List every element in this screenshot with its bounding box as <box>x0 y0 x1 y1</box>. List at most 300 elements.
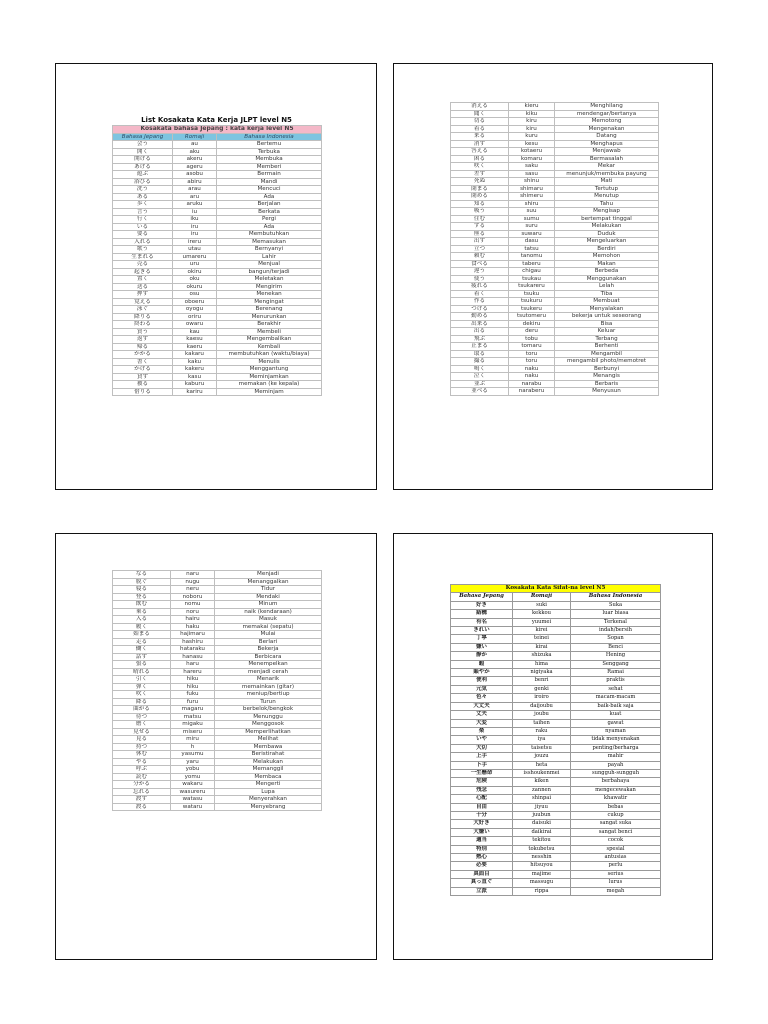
cell-romaji: migaku <box>171 721 215 729</box>
cell-japanese: 行く <box>113 216 173 224</box>
cell-romaji: taberu <box>509 260 555 268</box>
table-row <box>113 631 322 639</box>
cell-indonesian: bekerja untuk seseorang <box>555 313 659 321</box>
table-row <box>113 788 322 796</box>
table-row <box>451 313 659 321</box>
cell-japanese: 着る <box>451 125 509 133</box>
cell-indonesian: mengecewakan <box>571 786 661 794</box>
cell-japanese: 要る <box>113 231 173 239</box>
cell-indonesian: Memohon <box>555 253 659 261</box>
cell-romaji: asobu <box>173 171 217 179</box>
table-row <box>113 721 322 729</box>
cell-indonesian: Suka <box>571 601 661 609</box>
cell-romaji: ireru <box>173 238 217 246</box>
table-band: Kosakata bahasa Jepang : kata kerja level N5 <box>113 126 322 134</box>
table-row <box>113 148 322 156</box>
cell-indonesian: Minum <box>215 601 322 609</box>
cell-japanese: 話す <box>113 653 171 661</box>
cell-indonesian: sungguh-sungguh <box>571 769 661 777</box>
table-row <box>451 862 661 870</box>
cell-japanese: 歩く <box>113 201 173 209</box>
cell-japanese: 出す <box>451 238 509 246</box>
cell-japanese: 入れる <box>113 238 173 246</box>
cell-indonesian: menjadi cerah <box>215 668 322 676</box>
cell-japanese: 忘れる <box>113 788 171 796</box>
cell-romaji: daisuki <box>513 820 571 828</box>
col-header-japanese: Bahasa Jepang <box>113 133 173 141</box>
cell-romaji: kakeru <box>173 366 217 374</box>
table-row <box>451 618 661 626</box>
cell-romaji: chigau <box>509 268 555 276</box>
table-row <box>451 275 659 283</box>
table-row <box>451 753 661 761</box>
cell-romaji: iu <box>173 208 217 216</box>
col-header-romaji: Romaji <box>173 133 217 141</box>
cell-indonesian: Mengisap <box>555 208 659 216</box>
cell-indonesian: lurus <box>571 879 661 887</box>
cell-japanese: 切る <box>451 118 509 126</box>
cell-indonesian: berbelok/bengkok <box>215 706 322 714</box>
cell-japanese: 出る <box>451 328 509 336</box>
cell-japanese: 心配 <box>451 795 513 803</box>
table-row <box>451 380 659 388</box>
cell-japanese: 丈夫 <box>451 711 513 719</box>
cell-indonesian: Mandi <box>217 178 322 186</box>
cell-romaji: tsukau <box>509 275 555 283</box>
cell-japanese: かける <box>113 366 173 374</box>
cell-indonesian: Menekan <box>217 291 322 299</box>
cell-indonesian: Datang <box>555 133 659 141</box>
cell-indonesian: membutuhkan (waktu/biaya) <box>217 351 322 359</box>
cell-romaji: suki <box>513 601 571 609</box>
table-row <box>451 837 661 845</box>
table-row <box>451 163 659 171</box>
cell-romaji: naraberu <box>509 388 555 396</box>
table-row <box>451 685 661 693</box>
cell-romaji: teinei <box>513 635 571 643</box>
cell-japanese: 座る <box>451 230 509 238</box>
table-row <box>113 343 322 351</box>
cell-japanese: 特別 <box>451 845 513 853</box>
cell-indonesian: Ramai <box>571 669 661 677</box>
table-row <box>113 366 322 374</box>
cell-romaji: jiyuu <box>513 803 571 811</box>
cell-japanese: 大丈夫 <box>451 702 513 710</box>
cell-romaji: hashiru <box>171 638 215 646</box>
cell-japanese: 使う <box>451 275 509 283</box>
table-row <box>113 298 322 306</box>
cell-japanese: 降る <box>113 698 171 706</box>
table-row <box>451 887 661 895</box>
cell-indonesian: Tiba <box>555 290 659 298</box>
table-row <box>451 215 659 223</box>
cell-indonesian: bebas <box>571 803 661 811</box>
cell-indonesian: Memberi <box>217 163 322 171</box>
cell-romaji: sumu <box>509 215 555 223</box>
table-row <box>113 743 322 751</box>
cell-romaji: neru <box>171 586 215 594</box>
cell-indonesian: Menangis <box>555 373 659 381</box>
cell-indonesian: Bernyanyi <box>217 246 322 254</box>
cell-romaji: suwaru <box>509 230 555 238</box>
cell-romaji: aku <box>173 148 217 156</box>
table-row <box>451 702 661 710</box>
cell-japanese: 読む <box>113 773 171 781</box>
cell-indonesian: Pergi <box>217 216 322 224</box>
cell-indonesian: baik-baik saja <box>571 702 661 710</box>
document-page-4 <box>393 533 713 960</box>
cell-indonesian: Meminjam <box>217 388 322 396</box>
cell-japanese: 歌う <box>113 246 173 254</box>
cell-japanese: 始まる <box>113 631 171 639</box>
cell-indonesian: sangat suka <box>571 820 661 828</box>
table-header-row <box>113 133 322 141</box>
table-row <box>113 728 322 736</box>
cell-indonesian: Ada <box>217 193 322 201</box>
cell-japanese: 入る <box>113 616 171 624</box>
table-row <box>113 283 322 291</box>
cell-indonesian: Bermasalah <box>555 155 659 163</box>
cell-indonesian: Berdiri <box>555 245 659 253</box>
cell-romaji: tomaru <box>509 343 555 351</box>
cell-romaji: hiku <box>171 676 215 684</box>
cell-indonesian: memakan (ke kepala) <box>217 381 322 389</box>
cell-indonesian: Mekar <box>555 163 659 171</box>
cell-japanese: 覚える <box>113 298 173 306</box>
cell-indonesian: Menghapus <box>555 140 659 148</box>
cell-indonesian: Mengingat <box>217 298 322 306</box>
cell-indonesian: Membawa <box>215 743 322 751</box>
cell-japanese: 残念 <box>451 786 513 794</box>
cell-romaji: matsu <box>171 713 215 721</box>
cell-indonesian: Berjalan <box>217 201 322 209</box>
cell-japanese: 立つ <box>451 245 509 253</box>
table-row <box>113 586 322 594</box>
cell-indonesian: Senggang <box>571 660 661 668</box>
table-row <box>451 110 659 118</box>
cell-indonesian: Membuat <box>555 298 659 306</box>
table-row <box>451 803 661 811</box>
table-row <box>113 661 322 669</box>
table-row <box>451 635 661 643</box>
cell-indonesian: tidak menyenakan <box>571 736 661 744</box>
cell-japanese: 飛ぶ <box>451 335 509 343</box>
cell-indonesian: Meminjamkan <box>217 373 322 381</box>
cell-japanese: いや <box>451 736 513 744</box>
cell-romaji: nugu <box>171 578 215 586</box>
cell-japanese: 疲れる <box>451 283 509 291</box>
cell-japanese: 適当 <box>451 837 513 845</box>
table-row <box>113 638 322 646</box>
cell-romaji: tokubetsu <box>513 845 571 853</box>
cell-romaji: daijoubu <box>513 702 571 710</box>
cell-indonesian: Lahir <box>217 253 322 261</box>
cell-japanese: 遊ぶ <box>113 171 173 179</box>
cell-romaji: okiru <box>173 268 217 276</box>
table-row <box>451 178 659 186</box>
table-row <box>113 381 322 389</box>
cell-romaji: oku <box>173 276 217 284</box>
col-header-indonesian: Bahasa Indonesia <box>571 593 661 601</box>
cell-romaji: toru <box>509 350 555 358</box>
table-row <box>451 350 659 358</box>
cell-romaji: kasu <box>173 373 217 381</box>
table-row <box>113 691 322 699</box>
table-row <box>451 601 661 609</box>
table-row <box>113 388 322 396</box>
cell-indonesian: bertempat tinggal <box>555 215 659 223</box>
cell-indonesian: Menggunakan <box>555 275 659 283</box>
table-row <box>113 156 322 164</box>
table-row <box>113 578 322 586</box>
cell-indonesian: Melakukan <box>555 223 659 231</box>
cell-indonesian: mengambil photo/memotret <box>555 358 659 366</box>
cell-japanese: 寝る <box>113 586 171 594</box>
cell-japanese: 危険 <box>451 778 513 786</box>
cell-japanese: 開ける <box>113 156 173 164</box>
cell-indonesian: Meletakan <box>217 276 322 284</box>
verb-table-3 <box>112 570 322 811</box>
cell-romaji: raku <box>513 727 571 735</box>
cell-indonesian: Duduk <box>555 230 659 238</box>
cell-indonesian: Mengeluarkan <box>555 238 659 246</box>
cell-japanese: 呼ぶ <box>113 766 171 774</box>
cell-indonesian: Membaca <box>215 773 322 781</box>
cell-romaji: kariru <box>173 388 217 396</box>
cell-indonesian: Mengenakan <box>555 125 659 133</box>
cell-indonesian: Berbunyi <box>555 365 659 373</box>
cell-indonesian: Memasukan <box>217 238 322 246</box>
cell-romaji: okuru <box>173 283 217 291</box>
table-row <box>113 646 322 654</box>
cell-indonesian: Memanggil <box>215 766 322 774</box>
table-row <box>113 306 322 314</box>
table-row <box>113 796 322 804</box>
cell-japanese: 好き <box>451 601 513 609</box>
cell-indonesian: Tertutup <box>555 185 659 193</box>
cell-japanese: 消える <box>451 103 509 111</box>
cell-japanese: 持つ <box>113 743 171 751</box>
table-row <box>113 291 322 299</box>
cell-romaji: tatsu <box>509 245 555 253</box>
cell-romaji: shizuka <box>513 652 571 660</box>
cell-indonesian: praktis <box>571 677 661 685</box>
cell-indonesian: Lelah <box>555 283 659 291</box>
cell-romaji: wakaru <box>171 781 215 789</box>
cell-romaji: iroiro <box>513 694 571 702</box>
cell-romaji: kesu <box>509 140 555 148</box>
cell-japanese: 違う <box>451 268 509 276</box>
cell-japanese: 送る <box>113 283 173 291</box>
table-row <box>451 879 661 887</box>
table-row <box>451 652 661 660</box>
table-row <box>113 261 322 269</box>
cell-japanese: 見る <box>113 736 171 744</box>
cell-japanese: 走る <box>113 638 171 646</box>
table-row <box>113 186 322 194</box>
cell-indonesian: Menurunkan <box>217 313 322 321</box>
cell-romaji: kaeru <box>173 343 217 351</box>
cell-japanese: 賑やか <box>451 669 513 677</box>
cell-romaji: shiru <box>509 200 555 208</box>
adjective-table <box>450 584 661 896</box>
cell-romaji: shinpai <box>513 795 571 803</box>
cell-japanese: 大嫌い <box>451 828 513 836</box>
cell-romaji: kuru <box>509 133 555 141</box>
table-row <box>451 260 659 268</box>
table-row <box>113 208 322 216</box>
cell-japanese: 吹く <box>113 691 171 699</box>
cell-japanese: 閉める <box>451 193 509 201</box>
cell-indonesian: cocok <box>571 837 661 845</box>
cell-romaji: utau <box>173 246 217 254</box>
cell-japanese: 働く <box>113 646 171 654</box>
table-row <box>451 727 661 735</box>
cell-japanese: 咲く <box>451 163 509 171</box>
table-row <box>451 744 661 752</box>
cell-japanese: 上手 <box>451 753 513 761</box>
cell-indonesian: mendengar/bertanya <box>555 110 659 118</box>
cell-romaji: yobu <box>171 766 215 774</box>
cell-indonesian: Menyalakan <box>555 305 659 313</box>
cell-indonesian: Membutuhkan <box>217 231 322 239</box>
cell-japanese: 有名 <box>451 618 513 626</box>
cell-japanese: 脱ぐ <box>113 578 171 586</box>
cell-romaji: miseru <box>171 728 215 736</box>
cell-romaji: saku <box>509 163 555 171</box>
cell-japanese: 並ぶ <box>451 380 509 388</box>
cell-indonesian: Berkata <box>217 208 322 216</box>
cell-japanese: 死ぬ <box>451 178 509 186</box>
cell-indonesian: Tahu <box>555 200 659 208</box>
cell-japanese: 差す <box>451 170 509 178</box>
table-row <box>113 736 322 744</box>
cell-indonesian: penting/berharga <box>571 744 661 752</box>
cell-romaji: tekitou <box>513 837 571 845</box>
cell-indonesian: Sopan <box>571 635 661 643</box>
cell-romaji: dasu <box>509 238 555 246</box>
cell-romaji: tsukeru <box>509 305 555 313</box>
table-row <box>451 245 659 253</box>
cell-romaji: kau <box>173 328 217 336</box>
table-row <box>113 751 322 759</box>
cell-romaji: magaru <box>171 706 215 714</box>
cell-indonesian: kuat <box>571 711 661 719</box>
cell-japanese: 引く <box>113 676 171 684</box>
cell-romaji: kakaru <box>173 351 217 359</box>
cell-japanese: 知る <box>451 200 509 208</box>
table-row <box>451 208 659 216</box>
cell-indonesian: perlu <box>571 862 661 870</box>
table-row <box>113 321 322 329</box>
cell-japanese: 書く <box>113 358 173 366</box>
cell-indonesian: meniup/bertiup <box>215 691 322 699</box>
cell-japanese: 撮る <box>451 358 509 366</box>
table-row <box>113 781 322 789</box>
cell-romaji: au <box>173 141 217 149</box>
cell-romaji: juubun <box>513 811 571 819</box>
cell-japanese: 見せる <box>113 728 171 736</box>
cell-romaji: kaku <box>173 358 217 366</box>
cell-romaji: dekiru <box>509 320 555 328</box>
cell-indonesian: Mati <box>555 178 659 186</box>
table-row <box>451 140 659 148</box>
cell-japanese: 自由 <box>451 803 513 811</box>
cell-romaji: wataru <box>171 803 215 811</box>
table-row <box>113 668 322 676</box>
table-row <box>451 328 659 336</box>
cell-indonesian: Bisa <box>555 320 659 328</box>
cell-indonesian: naik (kendaraan) <box>215 608 322 616</box>
cell-indonesian: spesial <box>571 845 661 853</box>
cell-japanese: 真面目 <box>451 870 513 878</box>
cell-romaji: hiku <box>171 683 215 691</box>
table-row <box>451 373 659 381</box>
cell-romaji: akeru <box>173 156 217 164</box>
cell-romaji: iku <box>173 216 217 224</box>
cell-romaji: naru <box>171 571 215 579</box>
cell-romaji: shimaru <box>509 185 555 193</box>
cell-japanese: 楽 <box>451 727 513 735</box>
table-row <box>113 653 322 661</box>
cell-japanese: つける <box>451 305 509 313</box>
page-title: List Kosakata Kata Kerja JLPT level N5 <box>141 116 292 124</box>
cell-romaji: kiru <box>509 118 555 126</box>
cell-japanese: 消す <box>451 140 509 148</box>
cell-romaji: oyogu <box>173 306 217 314</box>
cell-japanese: 大好き <box>451 820 513 828</box>
cell-romaji: arau <box>173 186 217 194</box>
cell-indonesian: Keluar <box>555 328 659 336</box>
table-row <box>451 677 661 685</box>
table-row <box>451 627 661 635</box>
cell-japanese: 開く <box>113 148 173 156</box>
cell-indonesian: Terkenal <box>571 618 661 626</box>
cell-japanese: 食べる <box>451 260 509 268</box>
table-row <box>113 276 322 284</box>
cell-japanese: する <box>451 223 509 231</box>
cell-romaji: fuku <box>171 691 215 699</box>
document-page-1 <box>55 63 377 490</box>
cell-indonesian: Menyebrang <box>215 803 322 811</box>
cell-indonesian: sangat benci <box>571 828 661 836</box>
cell-indonesian: Berbaris <box>555 380 659 388</box>
document-page-3 <box>55 533 377 960</box>
cell-indonesian: Mengerti <box>215 781 322 789</box>
table-row <box>451 669 661 677</box>
cell-romaji: oriru <box>173 313 217 321</box>
cell-romaji: benri <box>513 677 571 685</box>
cell-romaji: shimeru <box>509 193 555 201</box>
table-row <box>451 795 661 803</box>
cell-romaji: kotaeru <box>509 148 555 156</box>
cell-japanese: 弾く <box>113 683 171 691</box>
cell-romaji: deru <box>509 328 555 336</box>
cell-indonesian: Mengambil <box>555 350 659 358</box>
cell-japanese: 被る <box>113 381 173 389</box>
table-row <box>451 320 659 328</box>
cell-romaji: joubu <box>513 711 571 719</box>
table-row <box>113 698 322 706</box>
cell-japanese: やる <box>113 758 171 766</box>
cell-japanese: 分かる <box>113 781 171 789</box>
cell-japanese: 待つ <box>113 713 171 721</box>
cell-indonesian: Menulis <box>217 358 322 366</box>
cell-romaji: watasu <box>171 796 215 804</box>
cell-japanese: 暇 <box>451 660 513 668</box>
cell-japanese: 貸す <box>113 373 173 381</box>
cell-romaji: iru <box>173 223 217 231</box>
